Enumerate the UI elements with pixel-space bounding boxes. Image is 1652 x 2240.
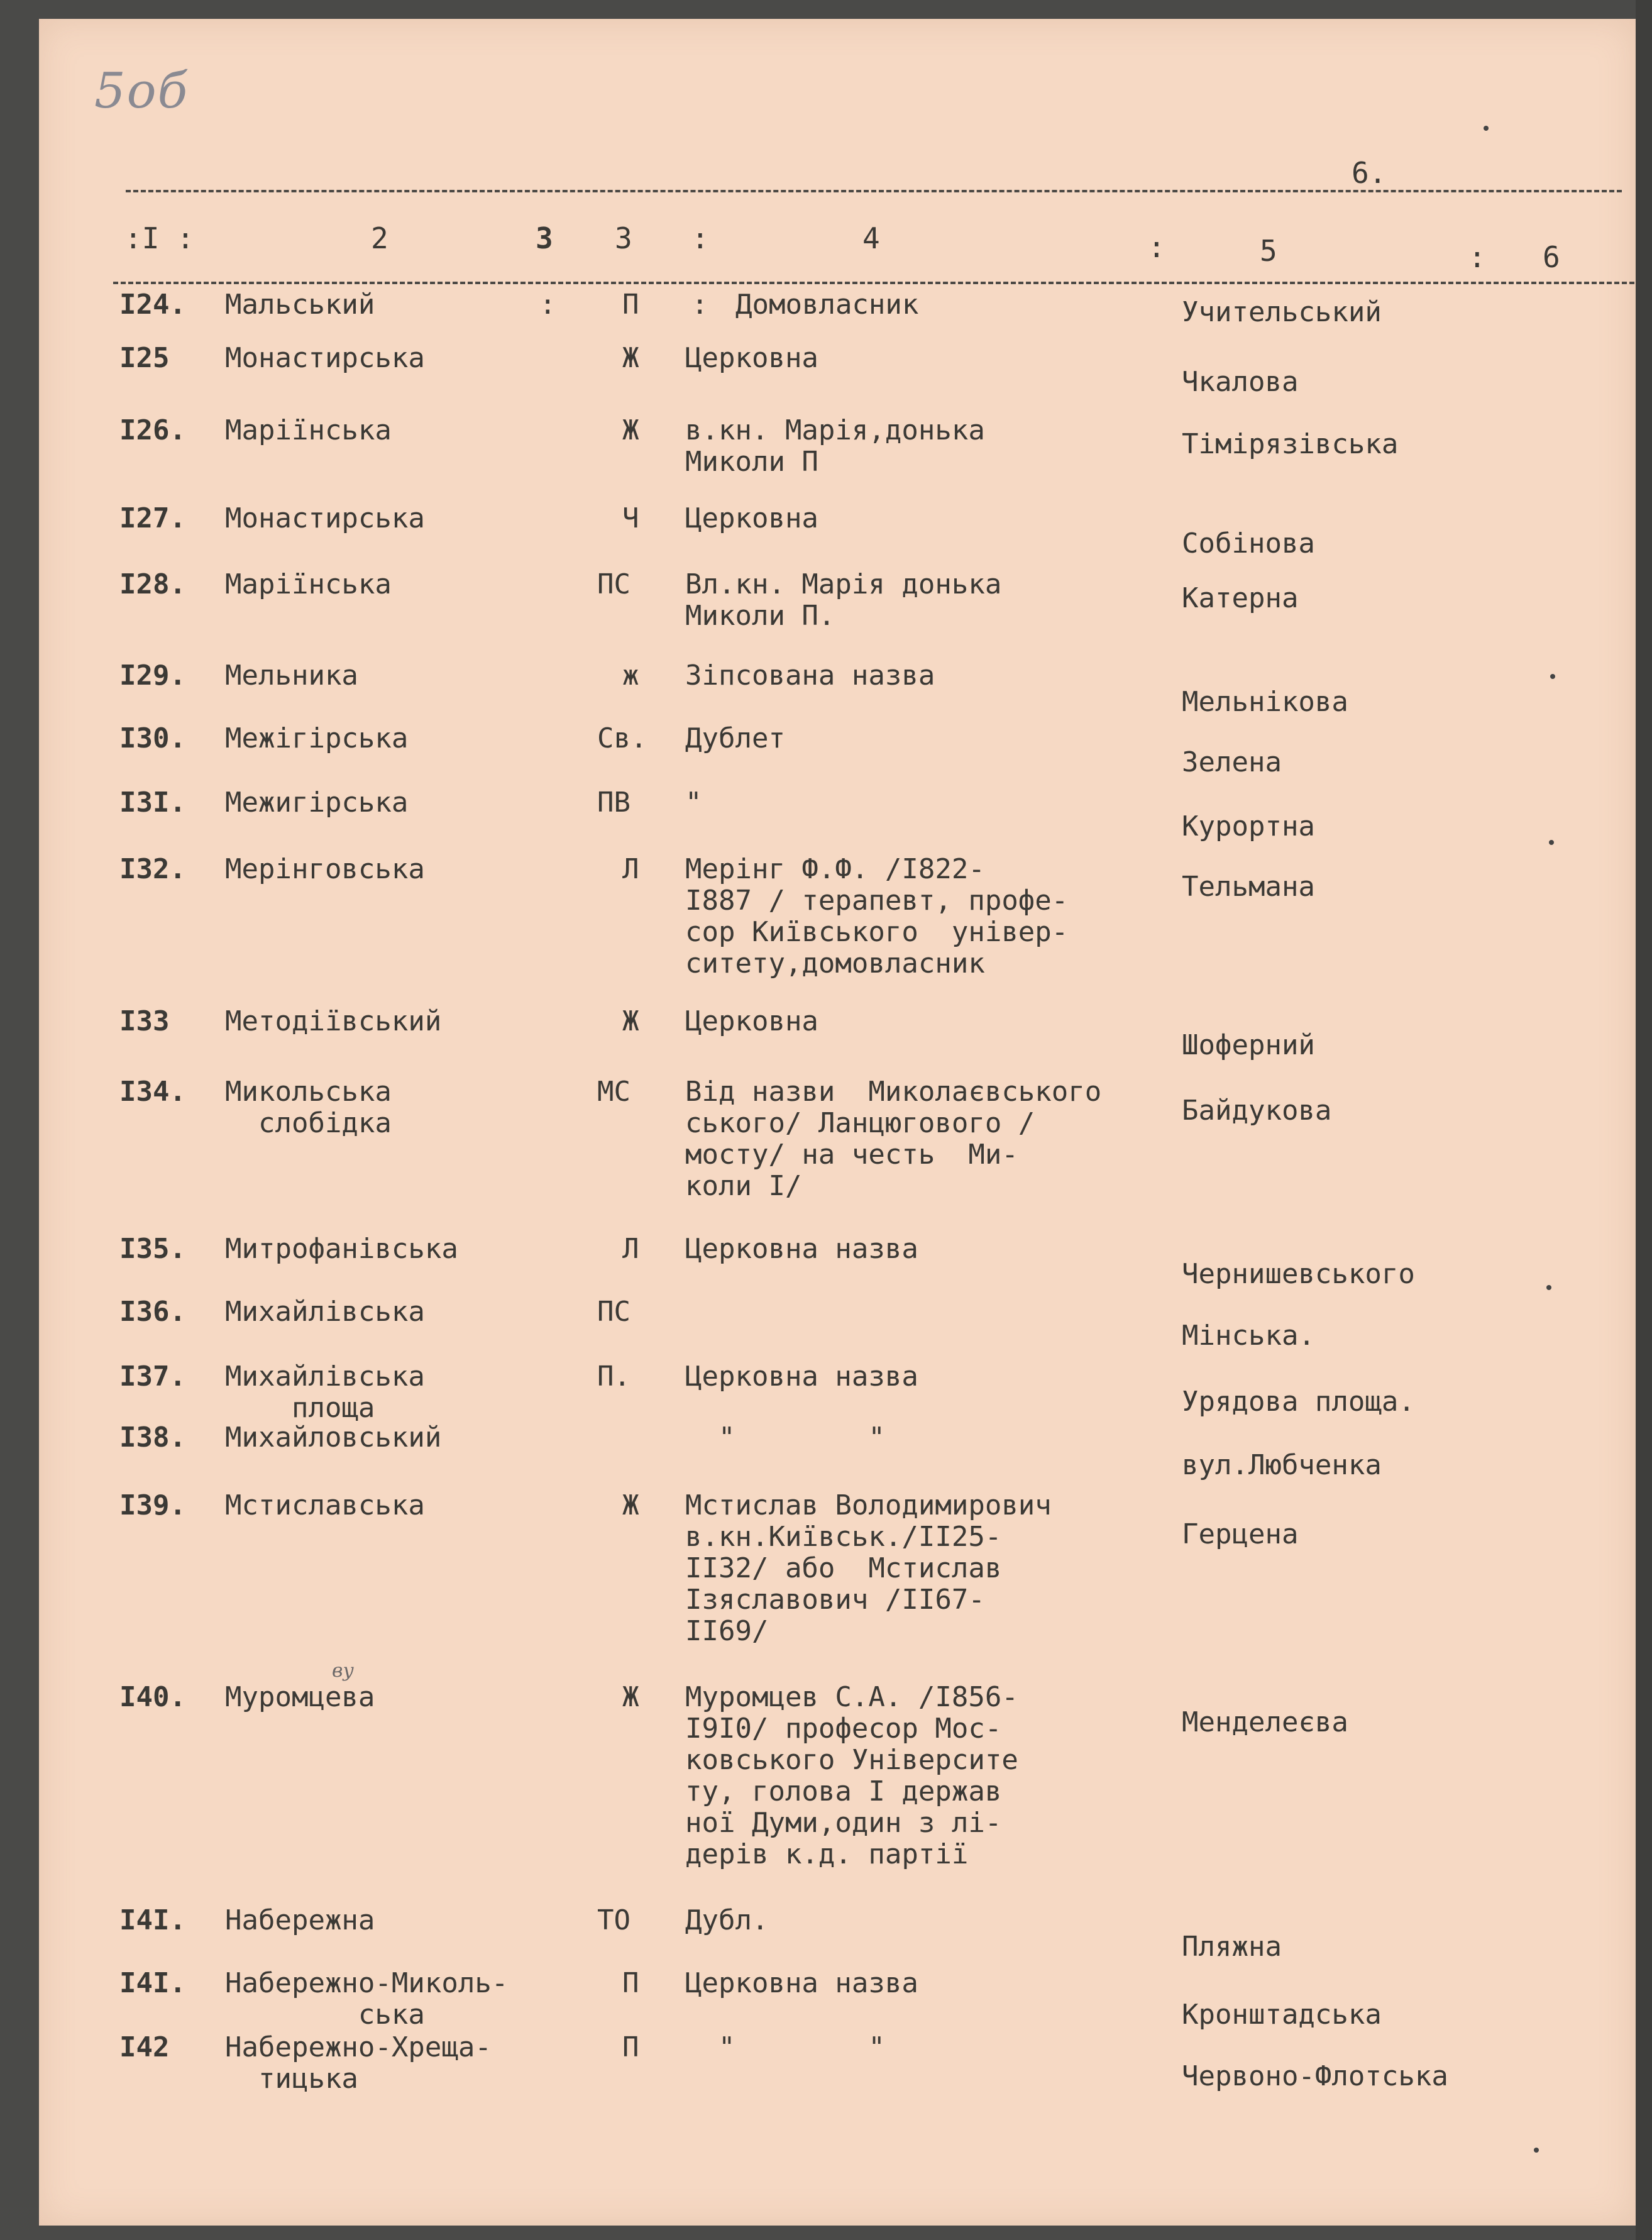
street-type: П bbox=[622, 1967, 639, 1999]
old-street-name: Мальський bbox=[225, 289, 375, 321]
name-origin: Вл.кн. Марія донька Миколи П. bbox=[685, 568, 1002, 632]
old-street-name: Маріїнська bbox=[225, 414, 392, 446]
name-origin: Домовласник bbox=[735, 289, 919, 321]
header-col-3b: 3 bbox=[615, 221, 632, 255]
new-street-name: вул.Любченка bbox=[1182, 1449, 1382, 1481]
speck bbox=[1549, 840, 1554, 845]
new-street-name: Байдукова bbox=[1182, 1095, 1332, 1127]
street-type: П bbox=[622, 289, 639, 321]
new-street-name: Мінська. bbox=[1182, 1320, 1315, 1352]
new-street-name: Собінова bbox=[1182, 527, 1315, 560]
old-street-name: Набережно-Миколь- ська bbox=[225, 1967, 509, 2031]
name-origin: Дубл. bbox=[685, 1904, 769, 1936]
street-type: ТО bbox=[597, 1904, 631, 1936]
top-rule bbox=[126, 190, 1622, 192]
new-street-name: Шоферний bbox=[1182, 1029, 1315, 1061]
name-origin: Зіпсована назва bbox=[685, 659, 935, 692]
name-origin: Церковна назва bbox=[685, 1360, 918, 1393]
corner-note: 5об bbox=[94, 63, 189, 119]
row-separator: : bbox=[539, 289, 556, 321]
header-col-4: 4 bbox=[862, 221, 880, 255]
row-number: І29. bbox=[119, 659, 186, 692]
name-origin: Церковна назва bbox=[685, 1233, 918, 1265]
row-number: І34. bbox=[119, 1076, 186, 1108]
street-type: ж bbox=[622, 659, 639, 692]
old-street-name: Монастирська bbox=[225, 502, 425, 534]
header-sep-1: : bbox=[691, 221, 709, 255]
row-number: І38. bbox=[119, 1421, 186, 1454]
new-street-name: Катерна bbox=[1182, 582, 1299, 614]
header-rule bbox=[113, 282, 1634, 284]
new-street-name: Тельмана bbox=[1182, 871, 1315, 903]
scan-edge bbox=[1636, 0, 1652, 2240]
old-street-name: Михайлівська площа bbox=[225, 1360, 425, 1424]
name-origin: Від назви Миколаєвського ського/ Ланцюгового / мосту/ на честь Ми- коли І/ bbox=[685, 1076, 1102, 1202]
old-street-name: Микольська слобідка bbox=[225, 1076, 392, 1139]
name-origin: " bbox=[685, 786, 702, 819]
name-origin: Мстислав Володимирович в.кн.Київськ./ІІ25- ІІ32/ або Мстислав Ізяславович /ІІ67- ІІ69/ bbox=[685, 1489, 1052, 1647]
row-number: І32. bbox=[119, 853, 186, 885]
row-number: І27. bbox=[119, 502, 186, 534]
street-type: ПВ bbox=[597, 786, 631, 819]
street-type: ПС bbox=[597, 568, 631, 600]
old-street-name: Набережно-Хреща- тицька bbox=[225, 2031, 492, 2095]
speck bbox=[1534, 2148, 1539, 2153]
row-number: І25 bbox=[119, 342, 170, 374]
old-street-name: Михайлівська bbox=[225, 1296, 425, 1328]
page-number: 6. bbox=[1352, 156, 1387, 190]
new-street-name: Урядова площа. bbox=[1182, 1386, 1415, 1418]
street-type: Ч bbox=[622, 502, 639, 534]
new-street-name: Менделеєва bbox=[1182, 1706, 1348, 1738]
row-number: І4І. bbox=[119, 1904, 186, 1936]
street-type: П bbox=[622, 2031, 639, 2063]
old-street-name: Межигірська bbox=[225, 786, 409, 819]
name-origin: в.кн. Марія,донька Миколи П bbox=[685, 414, 985, 478]
name-origin: Муромцев С.А. /І856- І9І0/ професор Мос- ковського Університе ту, голова І держав ної Думи,один з лі- дерів к.д. партії bbox=[685, 1681, 1018, 1870]
new-street-name: Герцена bbox=[1182, 1518, 1299, 1550]
old-street-name: Межігірська bbox=[225, 722, 409, 754]
new-street-name: Учительський bbox=[1182, 296, 1382, 328]
row-separator: : bbox=[691, 289, 708, 321]
row-number: І26. bbox=[119, 414, 186, 446]
header-col-3a: 3 bbox=[536, 221, 553, 255]
row-number: І28. bbox=[119, 568, 186, 600]
speck bbox=[1546, 1285, 1551, 1290]
street-type: Ж bbox=[622, 1005, 639, 1037]
row-number: І36. bbox=[119, 1296, 186, 1328]
margin-note: ву bbox=[332, 1660, 354, 1682]
name-origin: Дублет bbox=[685, 722, 785, 754]
name-origin: Церковна bbox=[685, 1005, 818, 1037]
old-street-name: Методіївський bbox=[225, 1005, 442, 1037]
street-type: Ж bbox=[622, 342, 639, 374]
name-origin: Церковна назва bbox=[685, 1967, 918, 1999]
old-street-name: Мельника bbox=[225, 659, 358, 692]
street-type: Св. bbox=[597, 722, 647, 754]
old-street-name: Маріїнська bbox=[225, 568, 392, 600]
new-street-name: Курортна bbox=[1182, 810, 1315, 842]
street-type: МС bbox=[597, 1076, 631, 1108]
row-number: І39. bbox=[119, 1489, 186, 1521]
new-street-name: Чернишевського bbox=[1182, 1258, 1415, 1290]
name-origin: Мерінг Ф.Ф. /І822- І887 / терапевт, профе- сор Київського універ- ситету,домовласник bbox=[685, 853, 1069, 979]
new-street-name: Мельнікова bbox=[1182, 686, 1348, 718]
new-street-name: Червоно-Флотська bbox=[1182, 2060, 1448, 2092]
street-type: Ж bbox=[622, 1681, 639, 1713]
name-origin: Церковна bbox=[685, 342, 818, 374]
old-street-name: Муромцева bbox=[225, 1681, 375, 1713]
old-street-name: Митрофанівська bbox=[225, 1233, 458, 1265]
row-number: І24. bbox=[119, 289, 186, 321]
header-sep-3: : bbox=[1468, 240, 1486, 274]
name-origin: " " bbox=[685, 2031, 885, 2063]
header-col-1: :І : bbox=[124, 221, 194, 255]
header-col-2: 2 bbox=[371, 221, 388, 255]
street-type: Л bbox=[622, 853, 639, 885]
old-street-name: Набережна bbox=[225, 1904, 375, 1936]
new-street-name: Пляжна bbox=[1182, 1931, 1282, 1963]
old-street-name: Мстиславська bbox=[225, 1489, 425, 1521]
speck bbox=[1550, 674, 1555, 679]
street-type: ПС bbox=[597, 1296, 631, 1328]
old-street-name: Михайловський bbox=[225, 1421, 442, 1454]
row-number: І4І. bbox=[119, 1967, 186, 1999]
old-street-name: Мерінговська bbox=[225, 853, 425, 885]
header-sep-2: : bbox=[1148, 230, 1165, 264]
street-type: Ж bbox=[622, 1489, 639, 1521]
new-street-name: Зелена bbox=[1182, 746, 1282, 778]
row-number: І3І. bbox=[119, 786, 186, 819]
row-number: І33 bbox=[119, 1005, 170, 1037]
row-number: І30. bbox=[119, 722, 186, 754]
speck bbox=[1484, 126, 1489, 131]
row-number: І42 bbox=[119, 2031, 170, 2063]
header-col-6: 6 bbox=[1543, 240, 1560, 274]
header-col-5: 5 bbox=[1260, 234, 1277, 268]
name-origin: Церковна bbox=[685, 502, 818, 534]
row-number: І35. bbox=[119, 1233, 186, 1265]
street-type: Л bbox=[622, 1233, 639, 1265]
new-street-name: Тімірязівська bbox=[1182, 428, 1399, 460]
street-type: П. bbox=[597, 1360, 631, 1393]
row-number: І37. bbox=[119, 1360, 186, 1393]
old-street-name: Монастирська bbox=[225, 342, 425, 374]
name-origin: " " bbox=[685, 1421, 885, 1454]
row-number: І40. bbox=[119, 1681, 186, 1713]
street-type: Ж bbox=[622, 414, 639, 446]
new-street-name: Чкалова bbox=[1182, 366, 1299, 398]
new-street-name: Кронштадська bbox=[1182, 1999, 1382, 2031]
